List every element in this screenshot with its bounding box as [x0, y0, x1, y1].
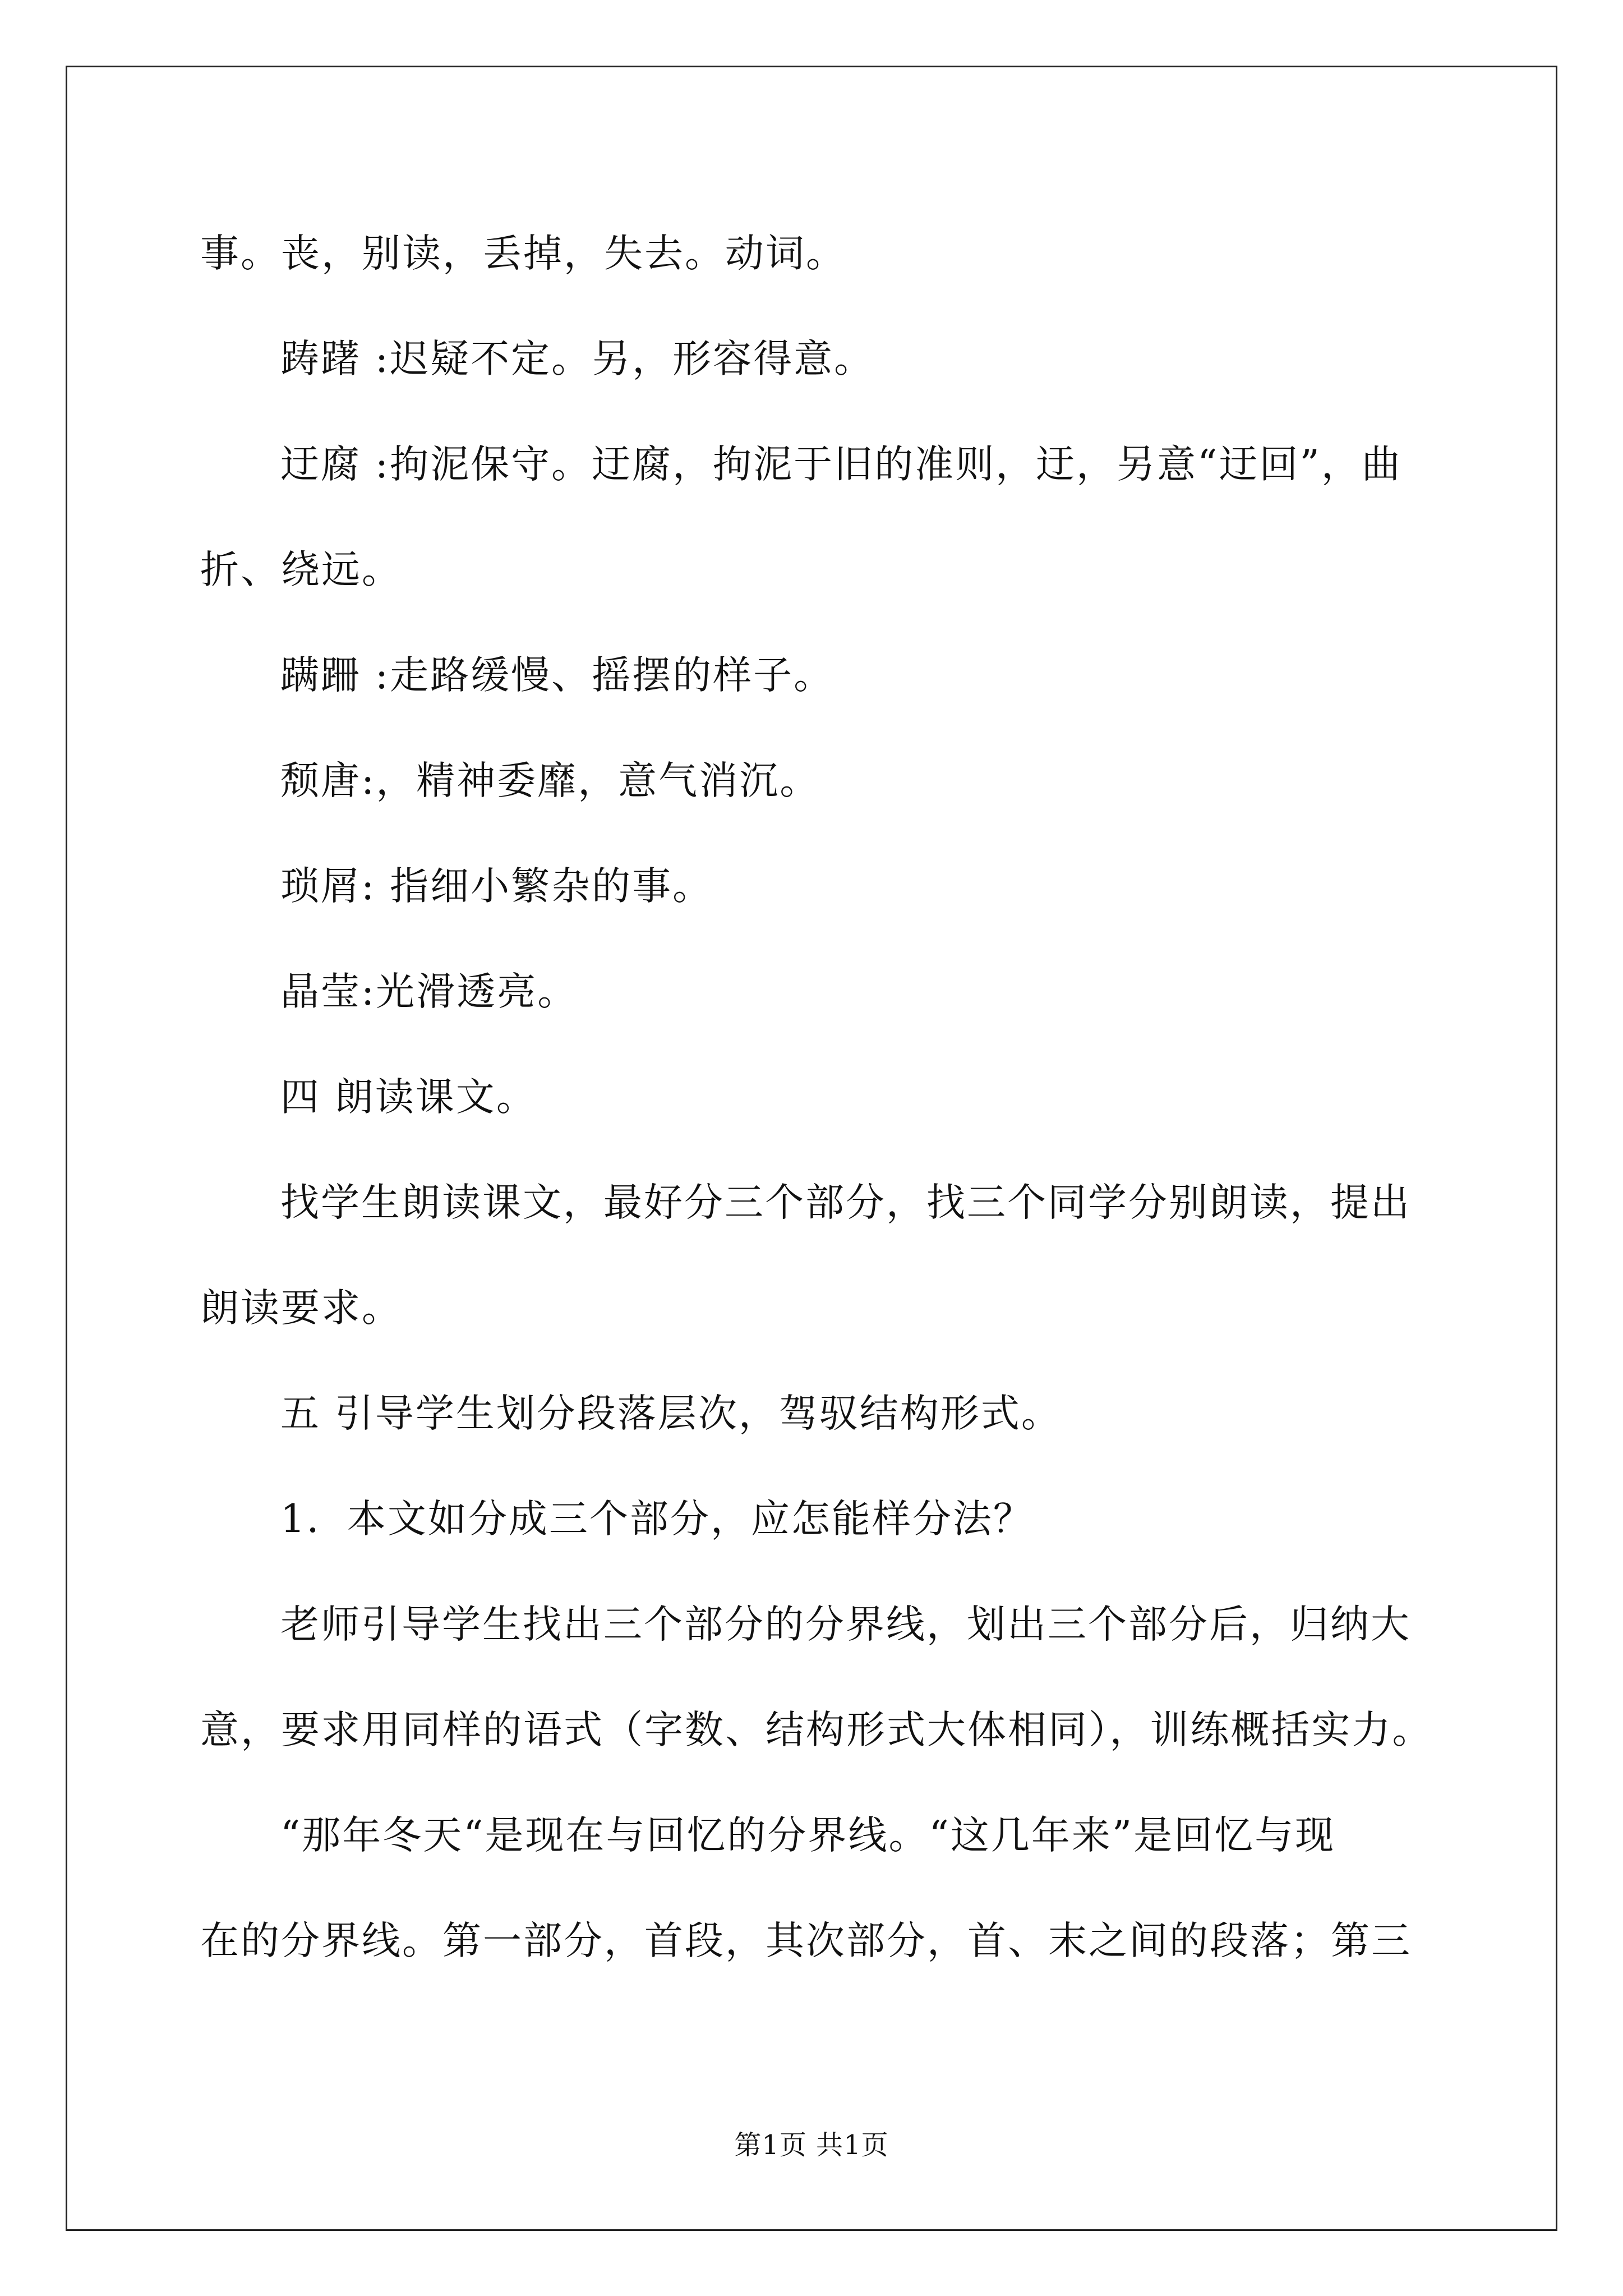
text-line: 意，要求用同样的语式（字数、结构形式大体相同），训练概括实力。 — [200, 1708, 1433, 1752]
section-heading: 五 引导学生划分段落层次，驾驭结构形式。 — [280, 1391, 1062, 1436]
page-number: 第1页 共1页 — [734, 2129, 889, 2161]
text-line: 1．本文如分成三个部分，应怎能样分法？ — [280, 1497, 1034, 1542]
text-line: 老师引导学生找出三个部分的分界线，划出三个部分后，归纳大 — [280, 1602, 1411, 1647]
text-line: 迂腐 :拘泥保守。迂腐，拘泥于旧的准则，迂，另意“迂回”，曲 — [280, 442, 1402, 487]
text-line: 晶莹:光滑透亮。 — [280, 969, 578, 1014]
page-border — [66, 66, 1557, 2231]
text-line: “那年冬天“是现在与回忆的分界线。“这几年来”是回忆与现 — [280, 1813, 1336, 1858]
text-line: 事。丧，别读，丢掉，失去。动词。 — [200, 231, 846, 276]
section-heading: 四 朗读课文。 — [280, 1075, 537, 1120]
text-line: 折、绕远。 — [200, 547, 402, 592]
text-line: 朗读要求。 — [200, 1286, 402, 1331]
text-line: 找学生朗读课文，最好分三个部分，找三个同学分别朗读，提出 — [280, 1180, 1411, 1225]
text-line: 在的分界线。第一部分，首段，其次部分，首、末之间的段落；第三 — [200, 1918, 1412, 1963]
text-line: 琐屑: 指细小繁杂的事。 — [280, 864, 713, 909]
text-line: 蹒跚 :走路缓慢、摇摆的样子。 — [280, 653, 834, 698]
text-line: 踌躇 :迟疑不定。另，形容得意。 — [280, 337, 875, 381]
text-line: 颓唐:，精神委靡，意气消沉。 — [280, 758, 820, 803]
